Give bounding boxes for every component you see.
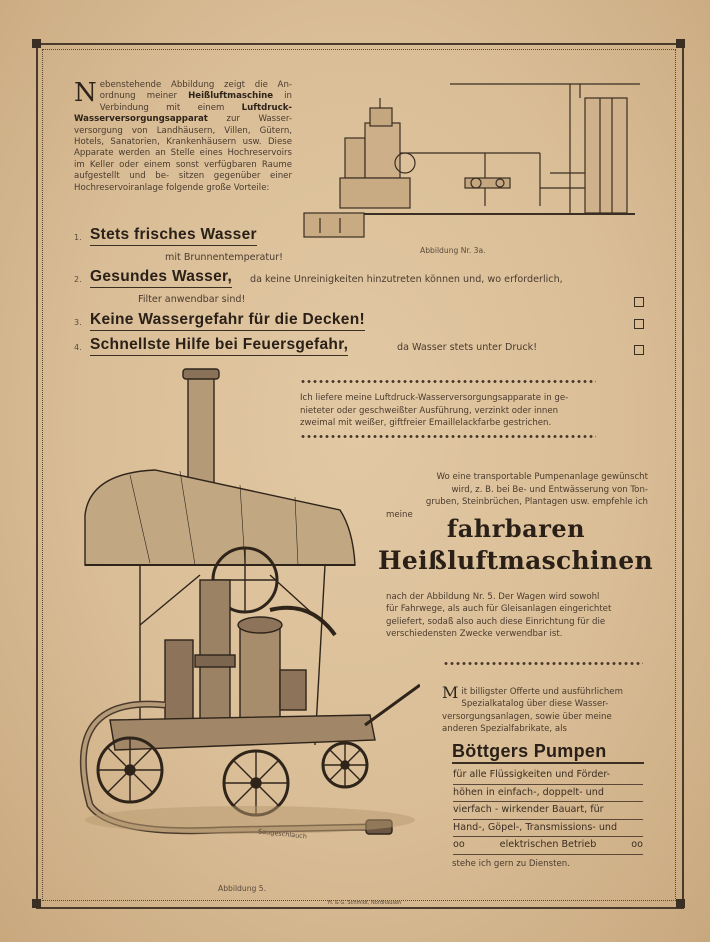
headline-heissluftmaschinen: Heißluftmaschinen [378,546,653,575]
supply-text: zweimal mit weißer, giftfreier Emaillelackfarbe gestrichen. [300,418,552,428]
intro-text: versorgung von Landhäusern, Villen, Gütern, [74,125,292,136]
hose-label: Saugeschlauch [257,827,308,841]
advantage-number: 1. [74,233,82,242]
corner-ornament [676,899,685,908]
advantage-heading-3: Keine Wassergefahr für die Decken! [90,311,365,331]
advantage-heading-4: Schnellste Hilfe bei Feuersgefahr, [90,336,348,356]
intro-paragraph [74,80,292,194]
intro-dropcap: N [74,78,97,108]
supply-text: Ich liefere meine Luftdruck-Wasserversorgungsapparate in ge- [300,393,569,403]
dotted-rule [443,661,643,666]
ornament-left: oo [453,839,465,850]
intro-bold-term: Heißluftmaschine [188,91,274,102]
corner-ornament [676,39,685,48]
checkbox-mark [634,345,644,355]
intro-text: zur Wasser- [207,114,292,125]
offer-paragraph [442,683,648,735]
transport-text: gruben, Steinbrüchen, Plantagen usw. empfehle ich [425,497,648,507]
water-supply-apparatus-illustration [300,78,645,240]
transport-text: Wo eine transportable Pumpenanlage gewünscht [436,472,648,482]
advantage-heading-2: Gesundes Wasser, [90,268,232,288]
hot-air-engine-wagon-illustration [70,365,420,845]
figure-caption-3a: Abbildung Nr. 3a. [420,246,486,255]
feature-row: für alle Flüssigkeiten und Förder- [453,767,643,785]
supply-text: nieteter oder geschweißter Ausführung, verzinkt oder innen [300,405,559,416]
intro-text: Diese Apparate werden an Stelle eines [74,137,292,159]
intro-text: folgende große Vorteile: [165,182,270,193]
advantage-sub-2: Filter anwendbar sind! [138,294,246,305]
headline-fahrbaren: fahrbaren [446,514,586,543]
corner-ornament [32,899,41,908]
intro-text: Hotels, Sanatorien, Krankenhäusern usw. [74,137,262,148]
advantage-rest-2: da keine Unreinigkeiten hinzutreten können und, wo erforderlich, [250,274,563,285]
advantage-number: 2. [74,275,82,284]
advantage-number: 4. [74,343,82,352]
wagon-text: geliefert, sodaß also auch diese Einrichtung für die [386,616,606,627]
checkbox-mark [634,319,644,329]
boettgers-title: Böttgers Pumpen [452,741,644,764]
feature-row: höhen in einfach-, doppelt- und [453,785,643,803]
figure-caption-5: Abbildung 5. [218,884,266,893]
checkbox-mark [634,297,644,307]
advantage-number: 3. [74,318,82,327]
offer-text: versorgungsanlagen, sowie über meine [442,711,612,722]
intro-text: in Verbindung mit einem [99,91,292,113]
wagon-text: nach der Abbildung Nr. 5. Der Wagen wird sowohl [386,592,600,602]
intro-text: ordnung meiner [99,91,189,102]
intro-text: verfügbaren Raume aufgestellt und be- [74,159,292,182]
transport-text: wird, z. B. bei Be- und Entwässerung von Ton- [451,484,648,495]
corner-ornament [32,39,41,48]
offer-dropcap: M [442,683,459,702]
advantage-rest-4: da Wasser stets unter Druck! [397,342,538,353]
wagon-text: verschiedensten Zwecke verwendbar ist. [386,628,563,639]
intro-bold-term: Luftdruck- [241,102,292,113]
intro-text: ebenstehende Abbildung zeigt die An- [99,80,292,90]
feature-row-last [453,837,643,855]
advantage-sub-1: mit Brunnentemperatur! [165,252,284,263]
boettgers-feature-list [453,767,643,855]
feature-row-text: elektrischen Betrieb [499,839,597,850]
wagon-text: für Fahrwege, als auch für Gleisanlagen eingerichtet [386,604,612,615]
printer-imprint: H. & G. Schmidt, Nordhausen [328,900,402,906]
intro-bold-term: Wasserversorgungsapparat [74,114,208,125]
feature-row: vierfach - wirkender Bauart, für [453,802,643,820]
offer-text: Spezialkatalog über diese Wasser- [461,699,609,710]
offer-text: it billigster Offerte und ausführlichem [461,687,623,697]
wagon-paragraph [386,591,648,640]
intro-text: Hochreservoirs im Keller oder einem sonst [74,148,292,170]
advantage-heading-1: Stets frisches Wasser [90,226,257,246]
ornament-right: oo [631,839,643,850]
feature-row: Hand-, Göpel-, Transmissions- und [453,820,643,838]
intro-text: sitzen gegenüber einer Hochreservoiranlage [74,171,292,193]
closing-text: stehe ich gern zu Diensten. [452,859,570,869]
transport-text: meine [386,509,413,520]
offer-text: anderen Spezialfabrikate, als [442,723,568,734]
